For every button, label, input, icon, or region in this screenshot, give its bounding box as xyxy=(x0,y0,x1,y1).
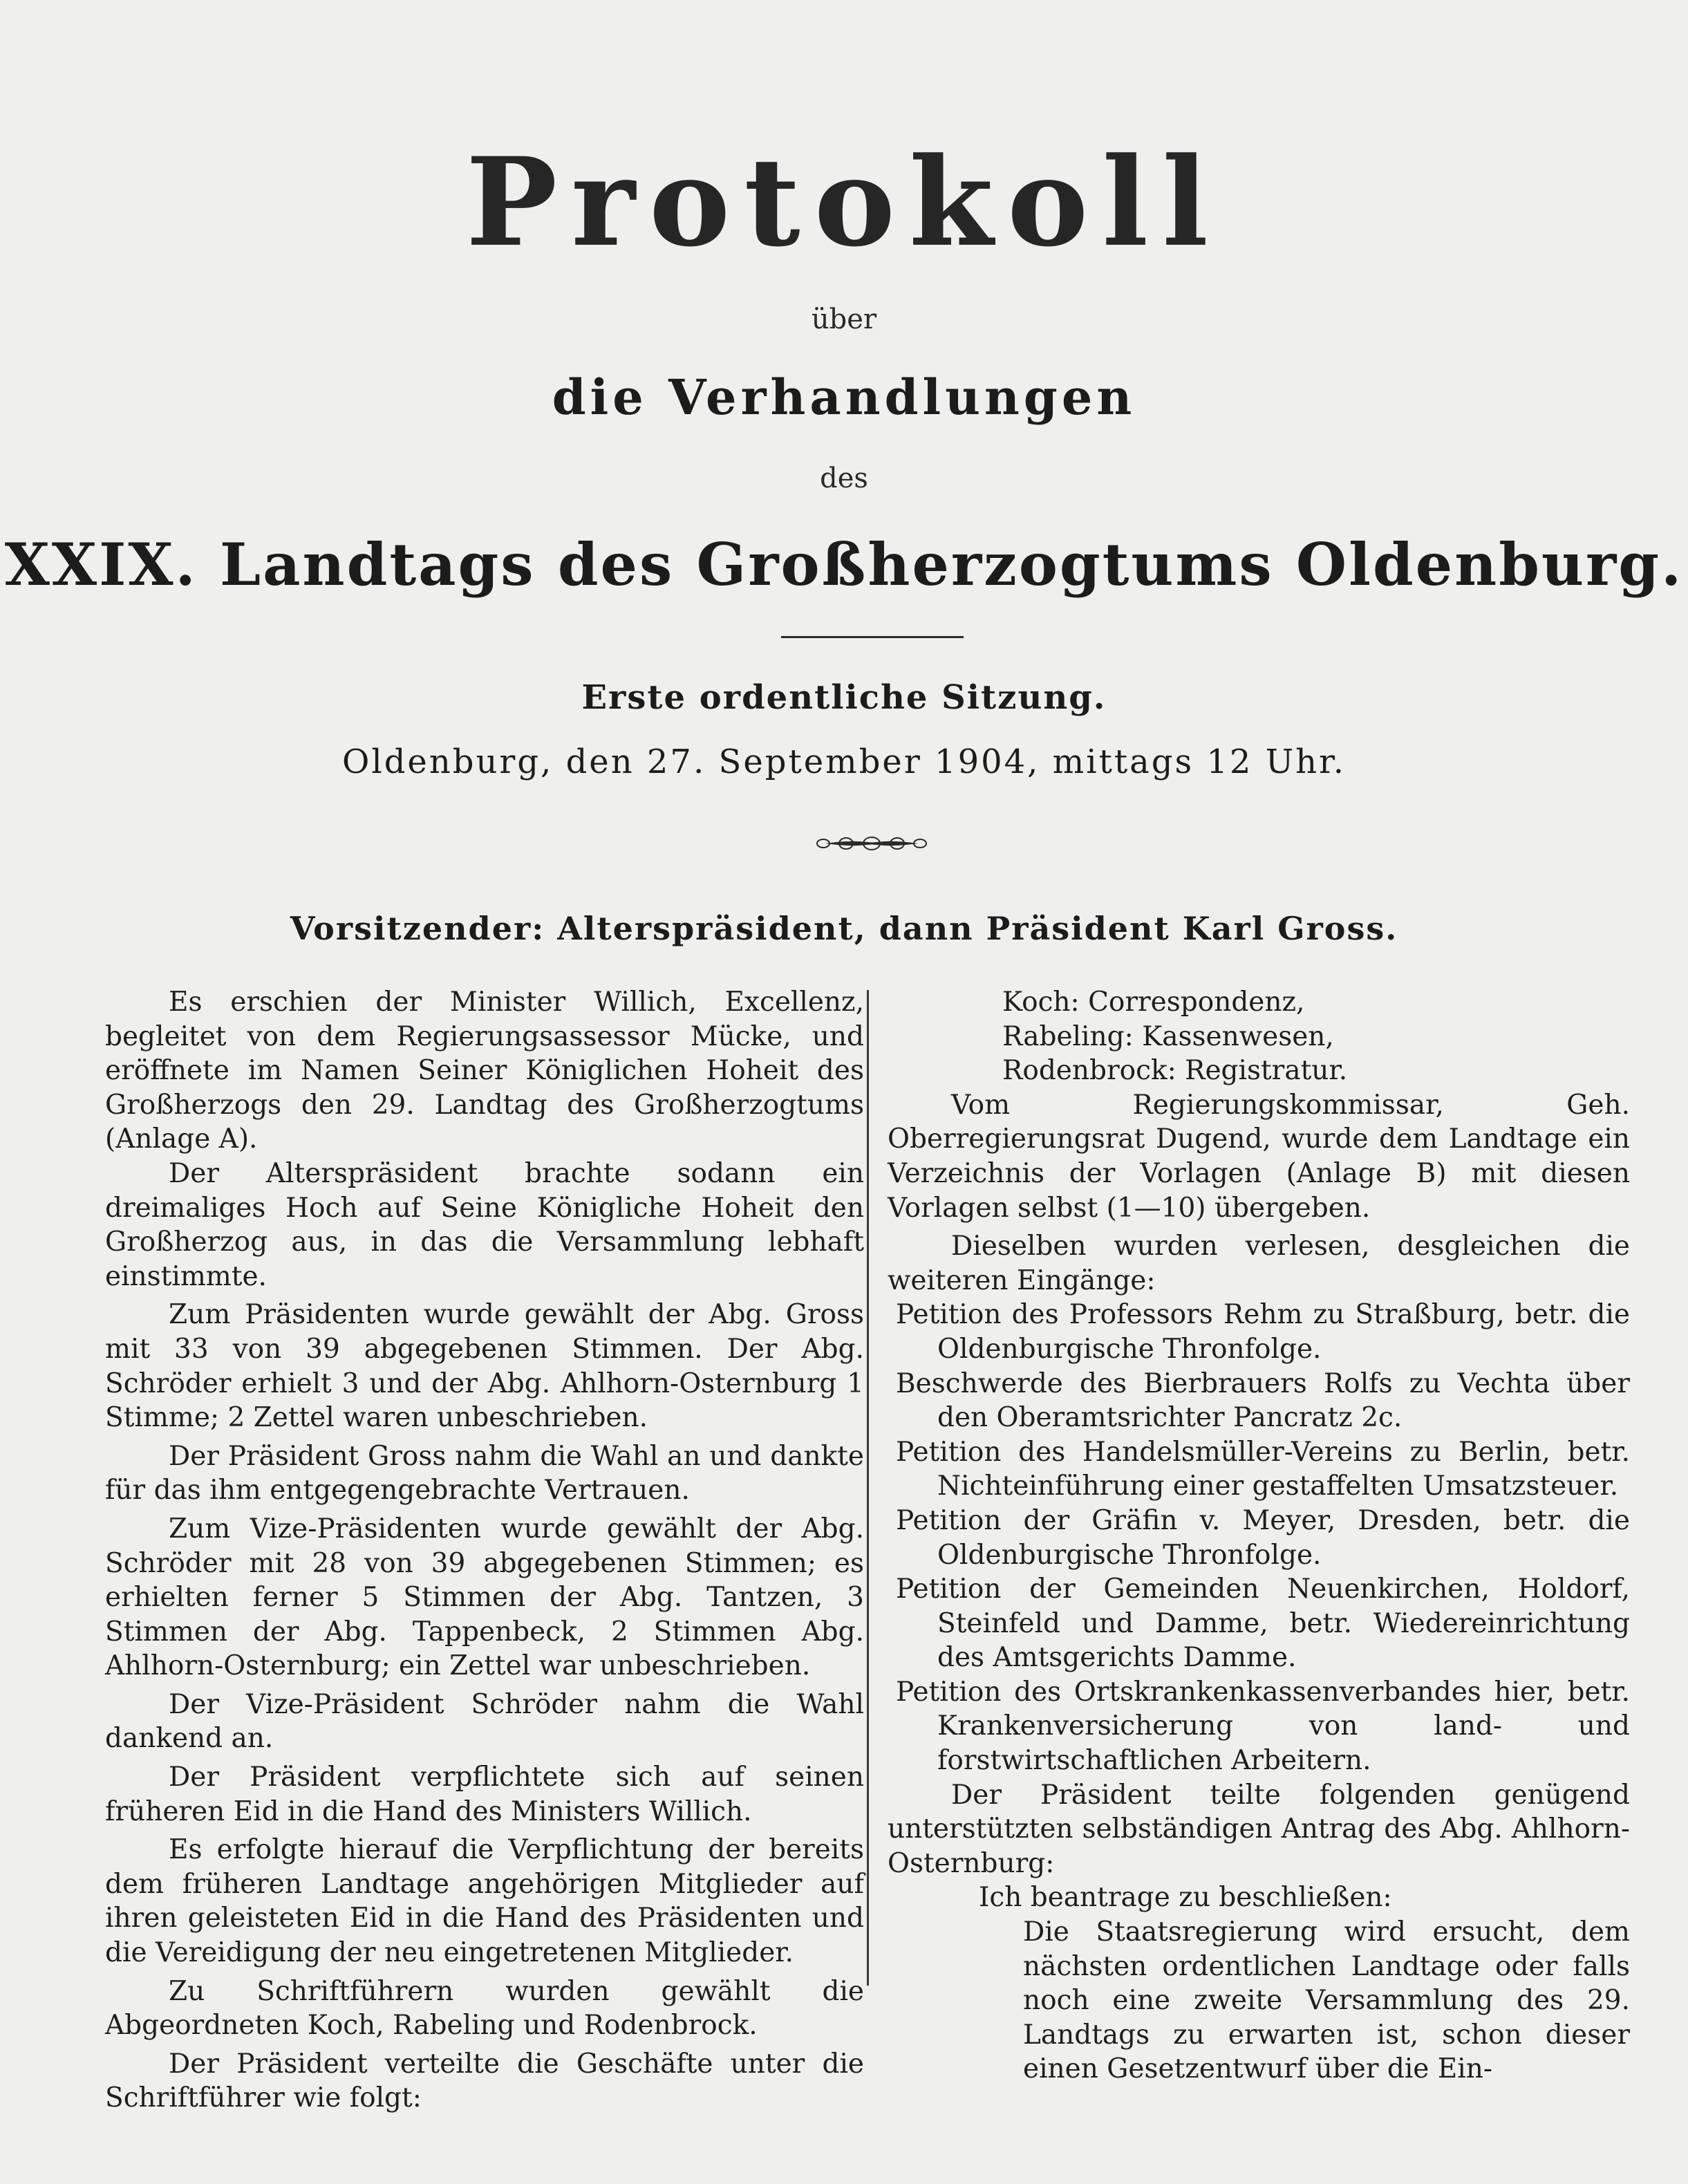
petition-handelsmueller: Petition des Handelsmüller-Vereins zu Berlin, betr. Nichteinführung einer gestaffelten Umsatzsteuer. xyxy=(896,1436,1630,1502)
petition-rolfs: Beschwerde des Bierbrauers Rolfs zu Vechta über den Oberamtsrichter Pancratz 2c. xyxy=(896,1368,1630,1434)
paragraph-beantrage: Ich beantrage zu beschließen: xyxy=(979,1882,1392,1914)
title-divider xyxy=(781,636,964,638)
petition-krankenkassen: Petition des Ortskrankenkassenverbandes hier, betr. Krankenversicherung von land- und forstwirtschaftlichen Arbeitern. xyxy=(896,1676,1630,1777)
paragraph-oath-members: Es erfolgte hierauf die Verpflichtung der bereits dem früheren Landtage angehörigen Mitglieder auf ihren geleisteten Eid in die Hand des Präsidenten und die Vereidigung der neu eingetretenen Mitglieder. xyxy=(105,1834,864,1969)
title-line-verhandlungen: die Verhandlungen xyxy=(552,368,1136,426)
document-title: Protokoll xyxy=(465,131,1223,274)
paragraph-duties-intro: Der Präsident verteilte die Geschäfte unter die Schriftführer wie folgt: xyxy=(105,2048,864,2114)
paragraph-president-election: Zum Präsidenten wurde gewählt der Abg. Gross mit 33 von 39 abgegebenen Stimmen. Der Abg. Schröder erhielt 3 und der Abg. Ahlhorn-Osternburg 1 Stimme; 2 Zettel waren unbeschrieben. xyxy=(105,1299,864,1434)
paragraph-kommissar: Vom Regierungskommissar, Geh. Oberregierungsrat Dugend, wurde dem Landtage ein Verzeichnis der Vorlagen (Anlage B) mit diesen Vorlagen selbst (1—10) übergeben. xyxy=(888,1089,1630,1224)
petition-meyer: Petition der Gräfin v. Meyer, Dresden, betr. die Oldenburgische Thronfolge. xyxy=(896,1504,1630,1571)
column-divider xyxy=(867,990,869,1986)
chair-line: Vorsitzender: Alterspräsident, dann Präsident Karl Gross. xyxy=(290,910,1398,947)
paragraph-verlesen: Dieselben wurden verlesen, desgleichen die weiteren Eingänge: xyxy=(888,1231,1630,1296)
left-column xyxy=(105,985,864,2116)
title-line-landtag: XXIX. Landtags des Großherzogtums Oldenburg. xyxy=(4,530,1684,599)
duty-koch: Koch: Correspondenz, xyxy=(1002,987,1305,1018)
duty-rodenbrock: Rodenbrock: Registratur. xyxy=(1002,1055,1348,1087)
paragraph-antrag: Der Präsident teilte folgenden genügend unterstützten selbständigen Antrag des Abg. Ahlhorn-Osternburg: xyxy=(888,1779,1630,1879)
paragraph-opening: Es erschien der Minister Willich, Excellenz, begleitet von dem Regierungsassessor Mücke, und eröffnete im Namen Seiner Königlichen Hoheit des Großherzogs den 29. Landtag des Großherzogtums (Anlage A). xyxy=(105,987,864,1155)
petition-rehm: Petition des Professors Rehm zu Straßburg, betr. die Oldenburgische Thronfolge. xyxy=(896,1299,1630,1365)
right-column xyxy=(888,985,1630,2087)
paragraph-vice-accepts: Der Vize-Präsident Schröder nahm die Wahl dankend an. xyxy=(105,1688,864,1755)
ornamental-rule xyxy=(480,830,1264,857)
paragraph-oath-president: Der Präsident verpflichtete sich auf seinen früheren Eid in die Hand des Ministers Willich. xyxy=(105,1762,864,1827)
session-date: Oldenburg, den 27. September 1904, mittags 12 Uhr. xyxy=(341,743,1347,781)
title-line-des: des xyxy=(820,463,868,494)
paragraph-vice-election: Zum Vize-Präsidenten wurde gewählt der Abg. Schröder mit 28 von 39 abgegebenen Stimmen; es erhielten ferner 5 Stimmen der Abg. Tantzen, 3 Stimmen der Abg. Tappenbeck, 2 Stimmen Abg. Ahlhorn-Osternburg; ein Zettel war unbeschrieben. xyxy=(105,1513,864,1682)
paragraph-secretaries: Zu Schriftführern wurden gewählt die Abgeordneten Koch, Rabeling und Rodenbrock. xyxy=(105,1975,864,2042)
petition-gemeinden: Petition der Gemeinden Neuenkirchen, Holdorf, Steinfeld und Damme, betr. Wiedereinrichtung des Amtsgerichts Damme. xyxy=(896,1574,1630,1674)
paragraph-quote: Die Staatsregierung wird ersucht, dem nächsten ordentlichen Landtage oder falls noch eine zweite Versammlung des 29. Landtags zu erwarten ist, schon dieser einen Gesetzentwurf über die Ein- xyxy=(1023,1916,1630,2085)
paragraph-president-accepts: Der Präsident Gross nahm die Wahl an und dankte für das ihm entgegengebrachte Vertrauen. xyxy=(105,1440,864,1506)
session-heading: Erste ordentliche Sitzung. xyxy=(581,678,1107,717)
duty-rabeling: Rabeling: Kassenwesen, xyxy=(1002,1020,1334,1052)
title-line-uber: über xyxy=(811,304,877,335)
paragraph-hoch: Der Alterspräsident brachte sodann ein dreimaliges Hoch auf Seine Königliche Hoheit den Großherzog aus, in das die Versammlung lebhaft einstimmte. xyxy=(105,1157,864,1292)
